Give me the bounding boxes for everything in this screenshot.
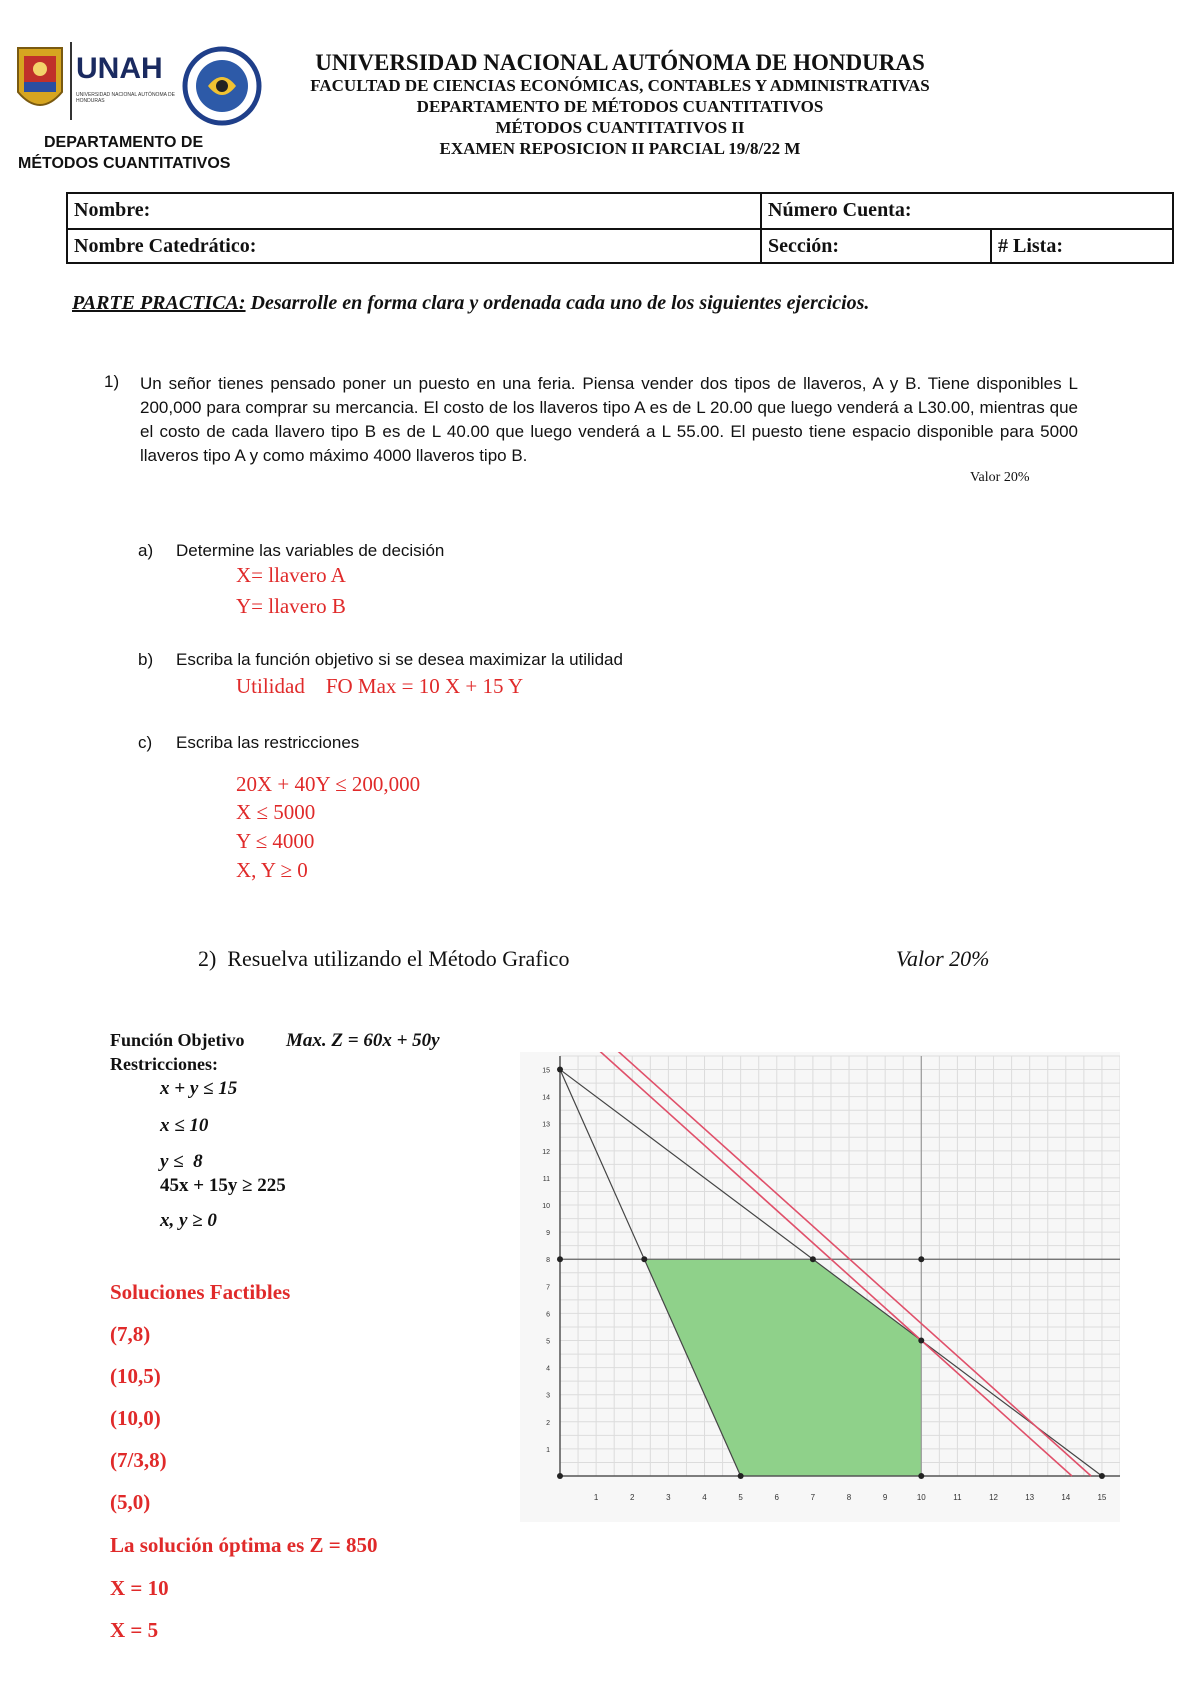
header-university: UNIVERSIDAD NACIONAL AUTÓNOMA DE HONDURAS (315, 50, 925, 75)
q1-text: Un señor tienes pensado poner un puesto en una feria. Piensa vender dos tipos de llaveros, A y B. Tiene disponibles L 200,000 para comprar su mercancia. El costo de los llaveros tipo A es de L 20.00 que luego venderá a L30.00, mientras que el costo de cada llavero tipo B es de L 40.00 que luego venderá a L 55.00. El puesto tiene espacio disponible para 5000 llaveros tipo A y como máximo 4000 llaveros tipo B. (140, 374, 1078, 465)
x-tick-label: 14 (1061, 1493, 1071, 1502)
q1-c-constraint-1: 20X + 40Y ≤ 200,000 (236, 772, 421, 796)
header-course: MÉTODOS CUANTITATIVOS II (495, 118, 745, 137)
x-tick-label: 11 (953, 1493, 962, 1502)
y-tick-label: 11 (542, 1175, 550, 1183)
catedratico-label: Nombre Catedrático: (74, 235, 257, 257)
y-tick-label: 1 (546, 1446, 550, 1454)
y-tick-label: 3 (546, 1392, 550, 1400)
y-tick-label: 4 (546, 1365, 550, 1373)
fo-expression: Max. Z = 60x + 50y (286, 1030, 440, 1051)
dept-left-line2: MÉTODOS CUANTITATIVOS (18, 155, 231, 172)
y-tick-label: 8 (546, 1257, 550, 1265)
q2-valor: Valor 20% (896, 946, 990, 971)
q1-a-label: a) (138, 541, 154, 560)
y-tick-label: 12 (542, 1148, 550, 1156)
y-value: X = 5 (110, 1618, 159, 1642)
vertex-point (918, 1256, 924, 1262)
dept-left-line1: DEPARTAMENTO DE (44, 134, 204, 151)
solution-5: (5,0) (110, 1490, 151, 1514)
numero-cuenta-label: Número Cuenta: (768, 199, 912, 221)
x-tick-label: 13 (1025, 1493, 1035, 1502)
x-tick-label: 10 (916, 1493, 926, 1502)
vertex-point (1099, 1473, 1105, 1479)
logo-divider (70, 42, 72, 120)
vertex-point (738, 1473, 744, 1479)
parte-practica-text: Desarrolle en forma clara y ordenada cada uno de los siguientes ejercicios. (245, 292, 870, 314)
restriction-1: x + y ≤ 15 (160, 1078, 238, 1099)
vertex-point (810, 1256, 816, 1262)
x-tick-label: 5 (738, 1493, 743, 1502)
seccion-label: Sección: (768, 235, 840, 257)
q1-b-label: b) (138, 650, 154, 669)
solution-1: (7,8) (110, 1322, 151, 1346)
fo-label: Función Objetivo (110, 1030, 245, 1050)
solution-2: (10,5) (110, 1364, 161, 1388)
graph-panel (520, 1052, 1120, 1522)
restriction-2: x ≤ 10 (160, 1115, 209, 1136)
q2-title: 2) Resuelva utilizando el Método Grafico (198, 946, 570, 971)
x-tick-label: 3 (666, 1493, 671, 1502)
lp-graph (520, 1052, 1120, 1522)
student-info-table (66, 192, 1174, 264)
y-tick-label: 9 (546, 1230, 550, 1238)
q1-valor: Valor 20% (970, 470, 1030, 485)
restricciones-label: Restricciones: (110, 1054, 218, 1074)
x-tick-label: 8 (846, 1493, 852, 1502)
q1-a-text: Determine las variables de decisión (176, 541, 445, 560)
q1-number: 1) (104, 372, 120, 391)
x-value: X = 10 (110, 1576, 169, 1600)
q1-c-constraint-4: X, Y ≥ 0 (236, 858, 308, 882)
solution-3: (10,0) (110, 1406, 161, 1430)
soluciones-title: Soluciones Factibles (110, 1280, 291, 1304)
y-tick-label: 6 (546, 1311, 550, 1319)
restriction-4: 45x + 15y ≥ 225 (160, 1175, 286, 1196)
unah-shield-logo (14, 42, 66, 120)
logo-text: UNAH (76, 52, 163, 85)
q1-c-constraint-2: X ≤ 5000 (236, 800, 316, 824)
q1-a-answer-x: X= llavero A (236, 563, 346, 587)
vertex-point (557, 1067, 563, 1073)
q1-c-text: Escriba las restricciones (176, 733, 360, 752)
x-tick-label: 4 (702, 1493, 707, 1502)
nombre-label: Nombre: (74, 199, 151, 221)
q1-a-answer-y: Y= llavero B (236, 594, 346, 618)
y-tick-label: 10 (542, 1203, 550, 1211)
solution-4: (7/3,8) (110, 1448, 167, 1472)
y-tick-label: 13 (542, 1121, 550, 1129)
header-faculty: FACULTAD DE CIENCIAS ECONÓMICAS, CONTABLES Y ADMINISTRATIVAS (310, 76, 930, 95)
q1-c-label: c) (138, 733, 153, 752)
logo-subtext: UNIVERSIDAD NACIONAL AUTÓNOMA DE HONDURAS (76, 92, 175, 104)
y-tick-label: 2 (546, 1419, 550, 1427)
x-tick-label: 6 (774, 1493, 780, 1502)
optimal-solution: La solución óptima es Z = 850 (110, 1533, 378, 1557)
x-tick-label: 12 (989, 1493, 999, 1502)
y-tick-label: 14 (542, 1094, 550, 1102)
q1-c-constraint-3: Y ≤ 4000 (236, 829, 315, 853)
y-tick-label: 15 (542, 1067, 550, 1075)
y-tick-label: 5 (546, 1338, 550, 1346)
x-tick-label: 15 (1097, 1493, 1107, 1502)
header-department: DEPARTAMENTO DE MÉTODOS CUANTITATIVOS (416, 97, 824, 116)
vertex-point (641, 1256, 647, 1262)
lista-label: # Lista: (998, 235, 1063, 257)
vertex-point (557, 1473, 563, 1479)
q1-b-text: Escriba la función objetivo si se desea maximizar la utilidad (176, 650, 623, 669)
parte-practica-label: PARTE PRACTICA: (72, 292, 246, 314)
y-tick-label: 7 (546, 1284, 550, 1292)
restriction-5: x, y ≥ 0 (160, 1210, 217, 1231)
x-tick-label: 2 (630, 1493, 635, 1502)
vertex-point (557, 1256, 563, 1262)
x-tick-label: 1 (593, 1493, 599, 1502)
x-tick-label: 9 (882, 1493, 888, 1502)
parte-practica-heading (72, 292, 869, 315)
header-exam: EXAMEN REPOSICION II PARCIAL 19/8/22 M (439, 139, 801, 158)
restriction-3: y ≤ 8 (160, 1151, 203, 1172)
x-tick-label: 7 (810, 1493, 816, 1502)
vertex-point (918, 1338, 924, 1344)
q1-b-answer: Utilidad FO Max = 10 X + 15 Y (236, 674, 524, 698)
vertex-point (918, 1473, 924, 1479)
